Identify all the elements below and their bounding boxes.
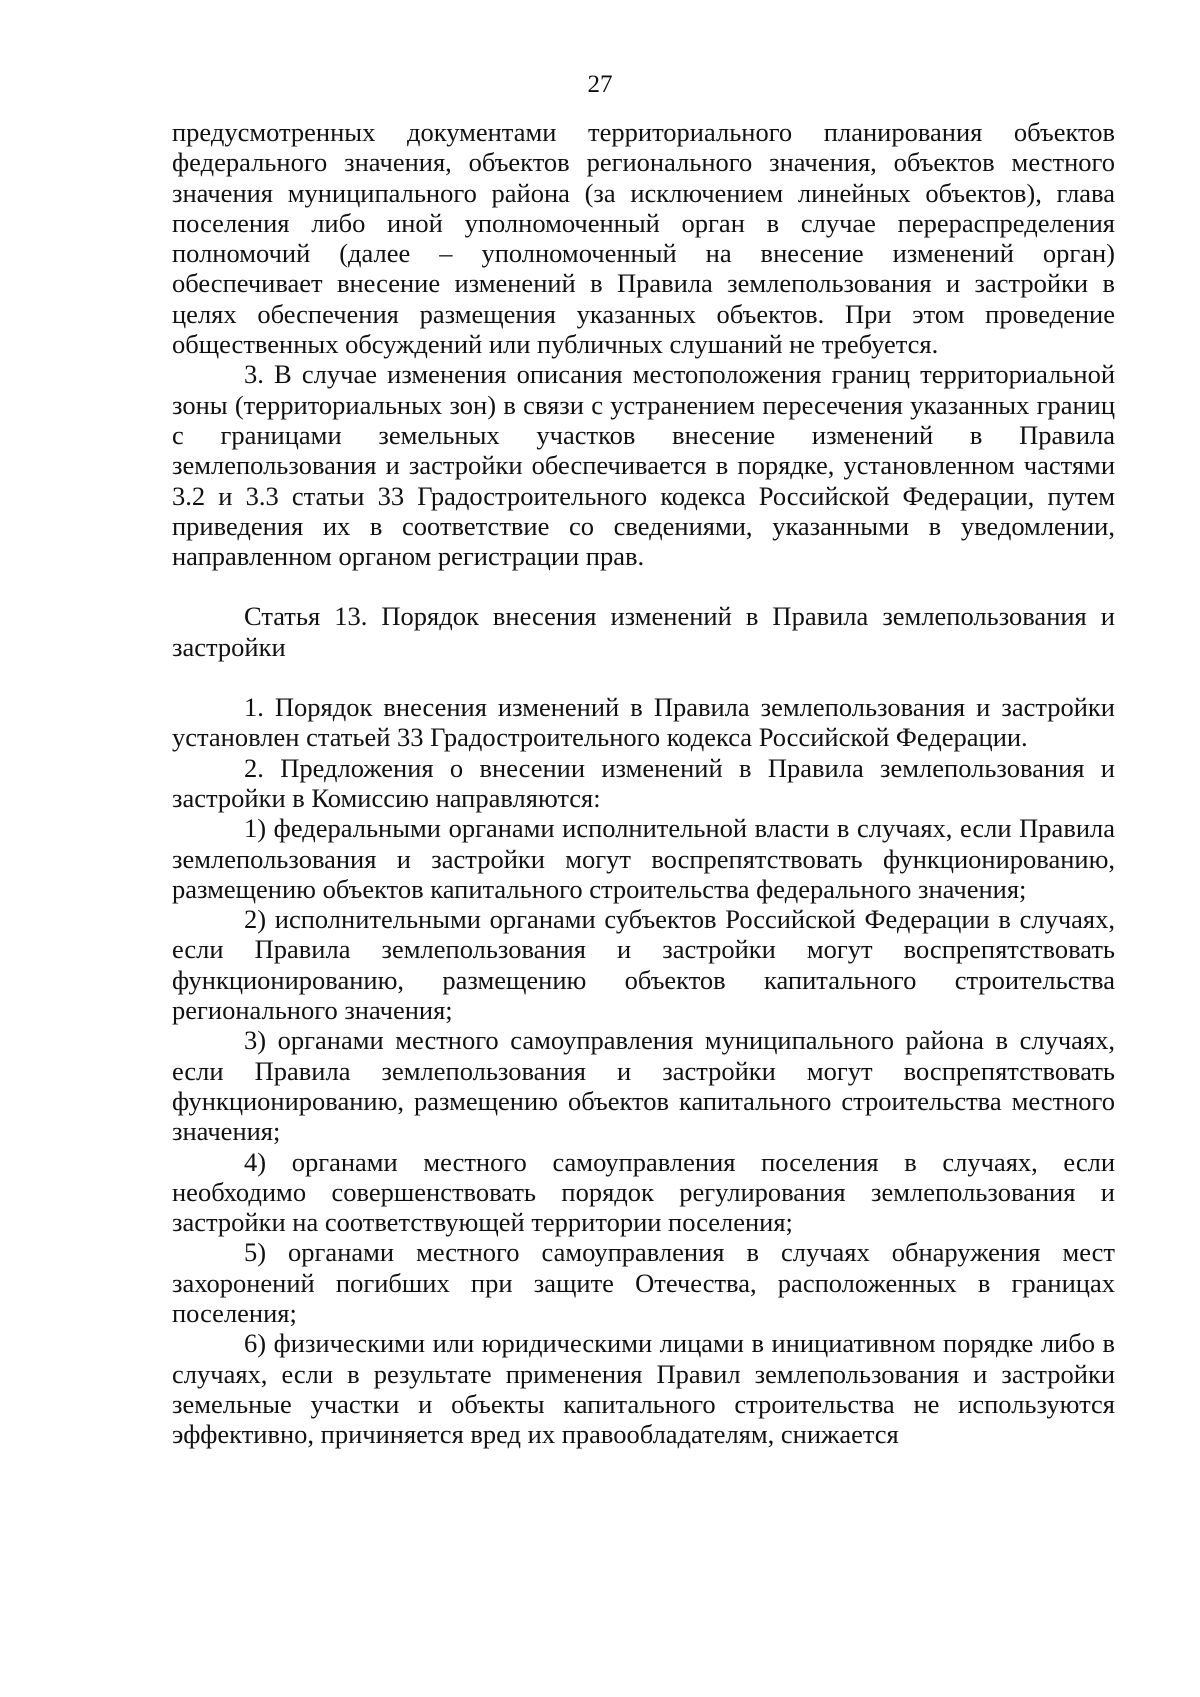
- list-item-6: 6) физическими или юридическими лицами в инициативном порядке либо в случаях, если в результате применения Правил землепользования и застройки земельные участки и объекты капитального строительства не используются эффективно, причиняется вред их правообладателям, снижается: [172, 1328, 1115, 1450]
- list-item-5: 5) органами местного самоуправления в случаях обнаружения мест захоронений погибших при защите Отечества, расположенных в границах поселения;: [172, 1237, 1115, 1328]
- list-item-1: 1) федеральными органами исполнительной власти в случаях, если Правила землепользования и застройки могут воспрепятствовать функционированию, размещению объектов капитального строительства федерального значения;: [172, 813, 1115, 904]
- paragraph-article-13-part-2: 2. Предложения о внесении изменений в Правила землепользования и застройки в Комиссию направляются:: [172, 752, 1115, 813]
- list-item-3: 3) органами местного самоуправления муниципального района в случаях, если Правила землепользования и застройки могут воспрепятствовать функционированию, размещению объектов капитального строительства местного значения;: [172, 1025, 1115, 1147]
- document-body: [172, 117, 1115, 1449]
- list-item-4: 4) органами местного самоуправления поселения в случаях, если необходимо совершенствовать порядок регулирования землепользования и застройки на соответствующей территории поселения;: [172, 1146, 1115, 1238]
- paragraph-item-3: 3. В случае изменения описания местоположения границ территориальной зоны (территориальных зон) в связи с устранением пересечения указанных границ с границами земельных участков внесение изменений в Правила землепользования и застройки обеспечивается в порядке, установленном частями 3.2 и 3.3 статьи 33 Градостроительного кодекса Российской Федерации, путем приведения их в соответствие со сведениями, указанными в уведомлении, направленном органом регистрации прав.: [172, 359, 1115, 572]
- paragraph-continuation: предусмотренных документами территориального планирования объектов федерального значения, объектов регионального значения, объектов местного значения муниципального района (за исключением линейных объектов), глава поселения либо иной уполномоченный орган в случае перераспределения полномочий (далее – уполномоченный на внесение изменений орган) обеспечивает внесение изменений в Правила землепользования и застройки в целях обеспечения размещения указанных объектов. При этом проведение общественных обсуждений или публичных слушаний не требуется.: [172, 117, 1115, 360]
- paragraph-article-13-part-1: 1. Порядок внесения изменений в Правила землепользования и застройки установлен статьей 33 Градостроительного кодекса Российской Федерации.: [172, 692, 1115, 753]
- article-13-heading: Статья 13. Порядок внесения изменений в Правила землепользования и застройки: [172, 601, 1115, 662]
- page-number: 27: [587, 71, 613, 98]
- list-item-2: 2) исполнительными органами субъектов Российской Федерации в случаях, если Правила землепользования и застройки могут воспрепятствовать функционированию, размещению объектов капитального строительства регионального значения;: [172, 904, 1115, 1026]
